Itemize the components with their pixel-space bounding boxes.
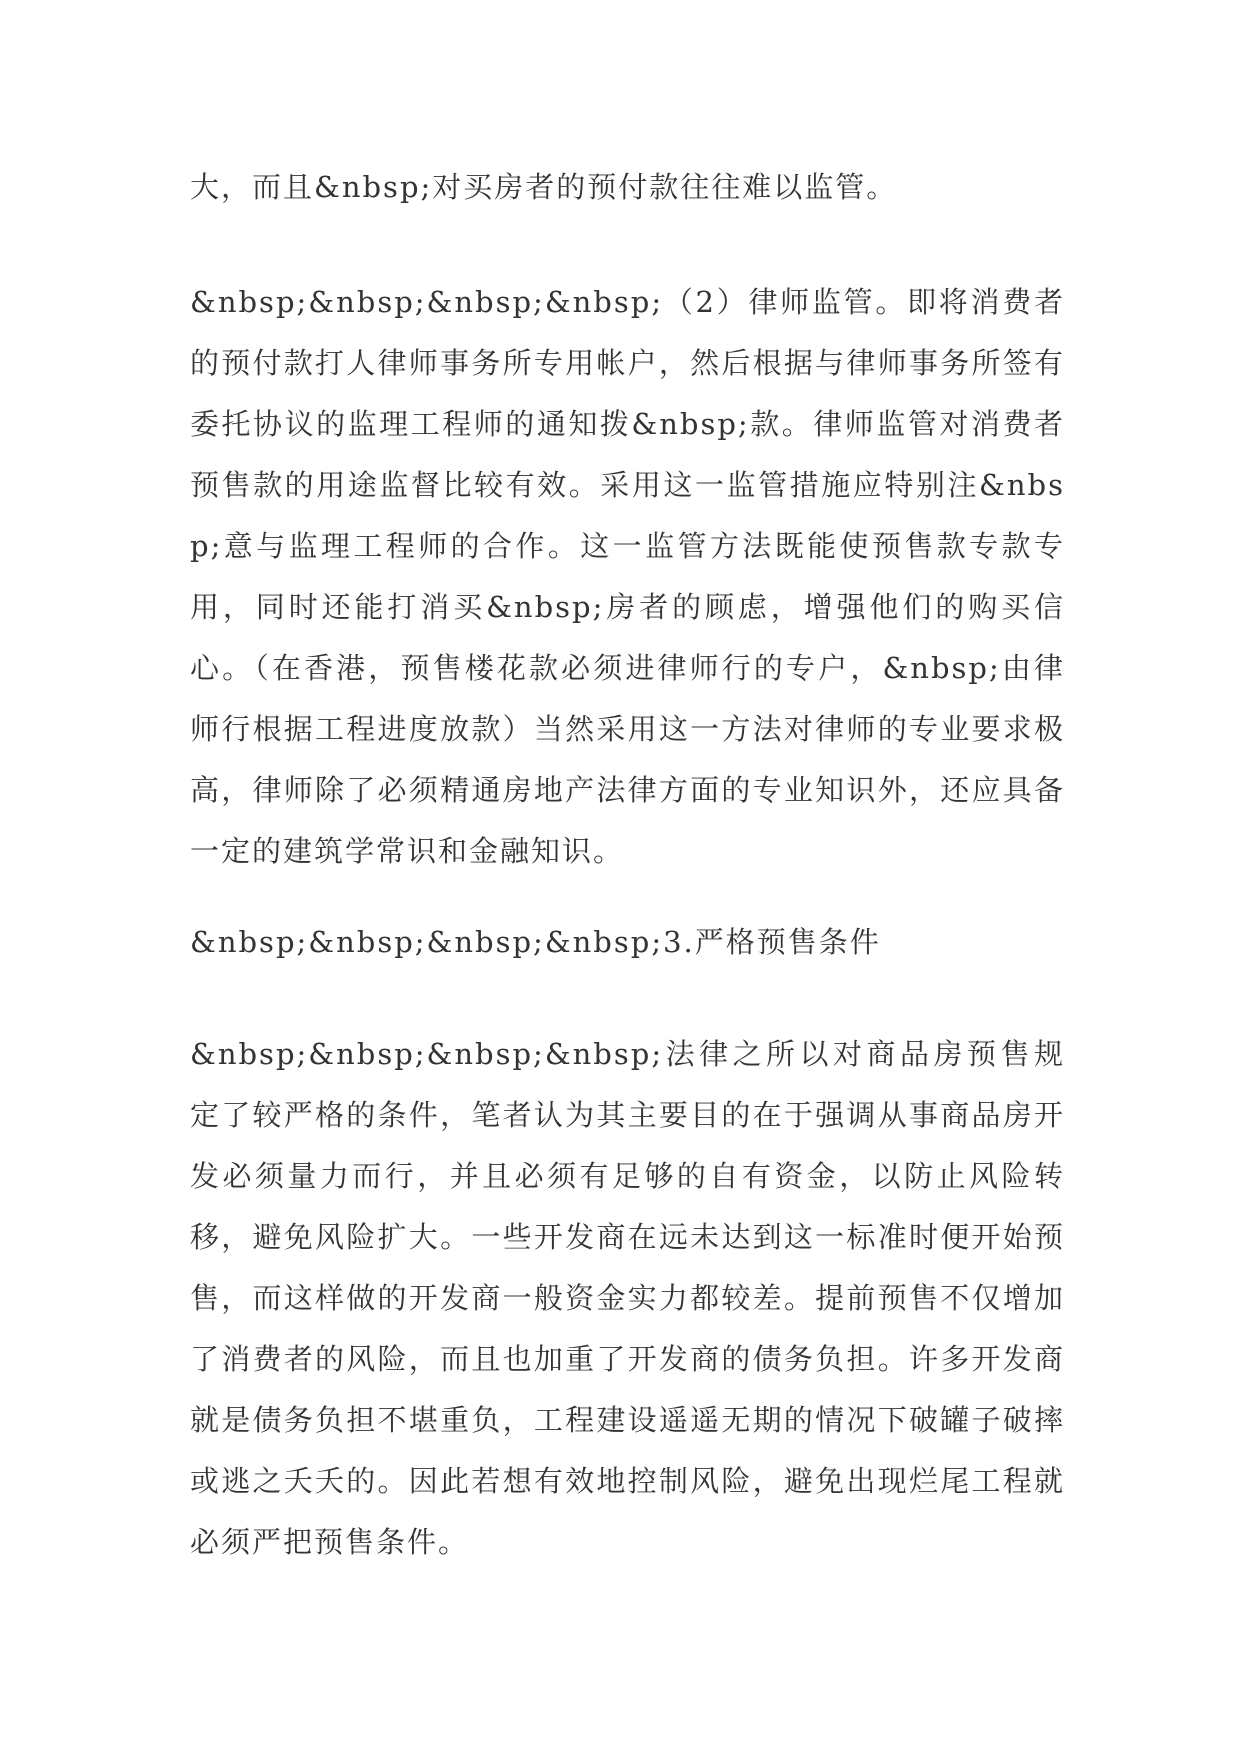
paragraph-2: &nbsp;&nbsp;&nbsp;&nbsp;（2）律师监管。即将消费者的预付款打人律师事务所专用帐户，然后根据与律师事务所签有委托协议的监理工程师的通知拨&nbsp;款。律师监管对消费者预售款的用途监督比较有效。采用这一监管措施应特别注&nbsp;意与监理工程师的合作。这一监管方法既能使预售款专款专用，同时还能打消买&nbsp;房者的顾虑，增强他们的购买信心。（在香港，预售楼花款必须进律师行的专户，&nbsp;由律师行根据工程进度放款）当然采用这一方法对律师的专业要求极高，律师除了必须精通房地产法律方面的专业知识外，还应具备一定的建筑学常识和金融知识。 [190, 285, 1065, 868]
section-heading: &nbsp;&nbsp;&nbsp;&nbsp;3.严格预售条件 [190, 925, 881, 959]
paragraph-1: 大，而且&nbsp;对买房者的预付款往往难以监管。 [190, 170, 898, 204]
paragraph-3: &nbsp;&nbsp;&nbsp;&nbsp;法律之所以对商品房预售规定了较严格的条件，笔者认为其主要目的在于强调从事商品房开发必须量力而行，并且必须有足够的自有资金，以防止风险转移，避免风险扩大。一些开发商在远未达到这一标准时便开始预售，而这样做的开发商一般资金实力都较差。提前预售不仅增加了消费者的风险，而且也加重了开发商的债务负担。许多开发商就是债务负担不堪重负，工程建设遥遥无期的情况下破罐子破摔或逃之夭夭的。因此若想有效地控制风险，避免出现烂尾工程就必须严把预售条件。 [190, 1037, 1065, 1559]
